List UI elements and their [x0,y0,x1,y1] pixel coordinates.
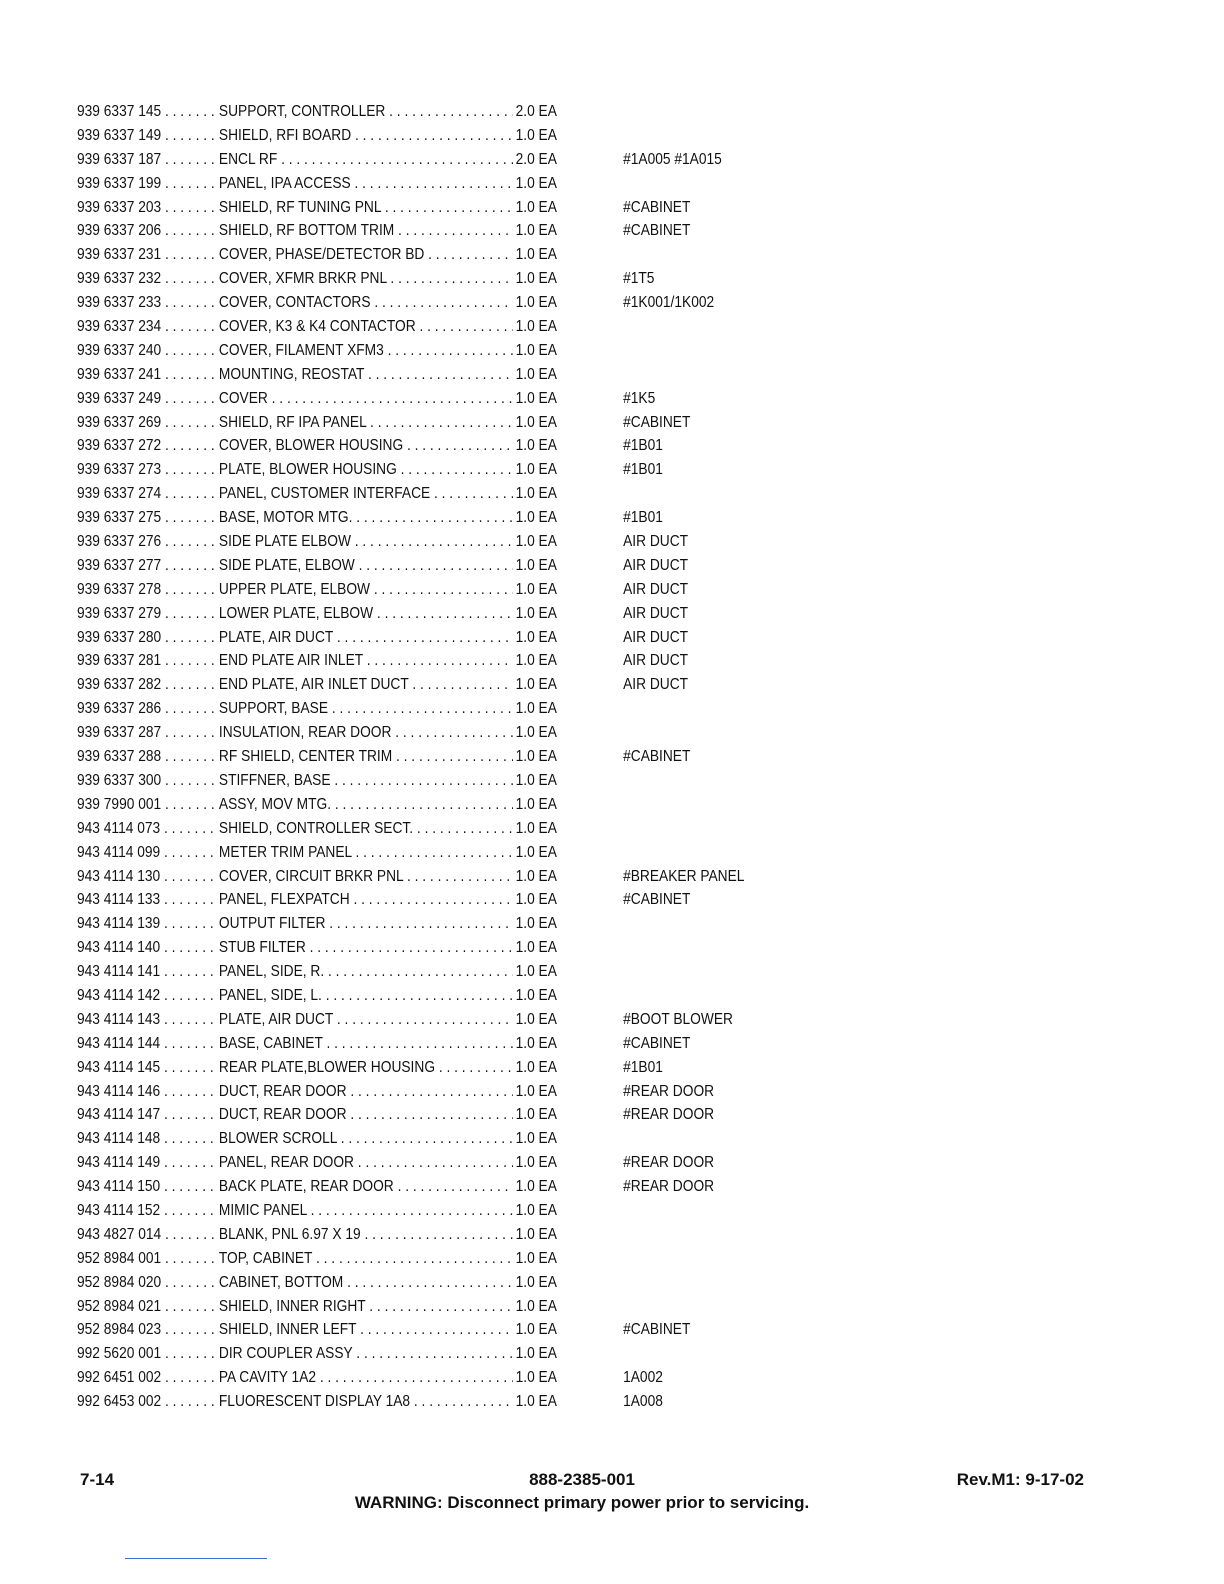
part-description: UPPER PLATE, ELBOW . . . [219,578,513,602]
part-quantity: 1.0 EA [513,626,645,650]
part-quantity: 1.0 EA [513,888,645,912]
part-note: #REAR DOOR [623,1178,715,1196]
part-description: TOP, CABINET . . . [219,1247,513,1271]
part-description: PLATE, AIR DUCT . . . [219,1008,513,1032]
part-description: COVER, BLOWER HOUSING . . . [219,434,513,458]
part-note: 1A002 [623,1369,663,1387]
part-number: 943 4114 099 . . . [77,841,217,865]
part-note: AIR DUCT [623,652,689,670]
part-description: DUCT, REAR DOOR . . . [219,1080,513,1104]
part-quantity: 1.0 EA [513,841,645,865]
part-number: 943 4114 142 . . . [77,984,217,1008]
part-quantity: 1.0 EA [513,554,645,578]
part-number: 943 4114 143 . . . [77,1008,217,1032]
part-row [77,411,837,435]
part-row [77,1127,837,1151]
part-row [77,912,837,936]
part-quantity: 1.0 EA [513,387,645,411]
part-note: #1B01 [623,437,663,455]
part-quantity: 1.0 EA [513,673,645,697]
part-number: 992 5620 001 . . . [77,1342,217,1366]
part-note: AIR DUCT [623,533,689,551]
part-quantity: 1.0 EA [513,196,645,220]
part-row [77,602,837,626]
part-quantity: 1.0 EA [513,1175,645,1199]
part-note: #1K5 [623,389,656,407]
part-quantity: 1.0 EA [513,243,645,267]
part-number: 939 6337 199 . . . [77,172,217,196]
part-note: AIR DUCT [623,676,689,694]
part-quantity: 1.0 EA [513,172,645,196]
part-description: COVER, K3 & K4 CONTACTOR . . . [219,315,513,339]
part-note: #CABINET [623,891,691,909]
part-description: LOWER PLATE, ELBOW . . . [219,602,513,626]
part-note: #1T5 [623,270,655,288]
part-description: STUB FILTER . . . [219,936,513,960]
part-number: 939 6337 234 . . . [77,315,217,339]
part-description: DUCT, REAR DOOR . . . [219,1103,513,1127]
part-description: MOUNTING, REOSTAT . . . [219,363,513,387]
part-number: 939 6337 288 . . . [77,745,217,769]
part-quantity: 1.0 EA [513,1056,645,1080]
part-number: 939 6337 232 . . . [77,267,217,291]
part-number: 939 6337 233 . . . [77,291,217,315]
part-row [77,339,837,363]
part-quantity: 1.0 EA [513,984,645,1008]
part-row [77,1151,837,1175]
part-quantity: 1.0 EA [513,649,645,673]
part-description: SHIELD, INNER RIGHT . . . [219,1295,513,1319]
part-description: BLANK, PNL 6.97 X 19 . . . [219,1223,513,1247]
part-note: #BOOT BLOWER [623,1010,733,1028]
part-quantity: 1.0 EA [513,1318,645,1342]
part-number: 939 6337 149 . . . [77,124,217,148]
part-note: #1B01 [623,461,663,479]
part-number: 943 4114 139 . . . [77,912,217,936]
part-row [77,1366,837,1390]
part-description: PA CAVITY 1A2 . . . [219,1366,513,1390]
part-description: PANEL, SIDE, R. . . . [219,960,513,984]
part-quantity: 1.0 EA [513,602,645,626]
part-number: 943 4114 148 . . . [77,1127,217,1151]
part-description: SHIELD, RFI BOARD . . . [219,124,513,148]
part-row [77,434,837,458]
part-row [77,219,837,243]
part-number: 952 8984 021 . . . [77,1295,217,1319]
part-note: AIR DUCT [623,604,689,622]
part-quantity: 1.0 EA [513,363,645,387]
part-note: #1B01 [623,1058,663,1076]
part-quantity: 1.0 EA [513,506,645,530]
part-number: 939 6337 286 . . . [77,697,217,721]
part-quantity: 1.0 EA [513,1127,645,1151]
part-number: 939 6337 249 . . . [77,387,217,411]
part-quantity: 1.0 EA [513,745,645,769]
part-description: COVER, CIRCUIT BRKR PNL . . . [219,865,513,889]
part-quantity: 1.0 EA [513,1342,645,1366]
part-row [77,267,837,291]
part-quantity: 1.0 EA [513,697,645,721]
part-quantity: 1.0 EA [513,936,645,960]
part-description: BASE, MOTOR MTG. . . . [219,506,513,530]
part-description: BLOWER SCROLL . . . [219,1127,513,1151]
part-row [77,984,837,1008]
part-number: 939 6337 281 . . . [77,649,217,673]
part-row [77,817,837,841]
revision-label: Rev.M1: 9-17-02 [956,1470,1084,1489]
part-number: 952 8984 020 . . . [77,1271,217,1295]
part-row [77,1318,837,1342]
part-row [77,124,837,148]
part-description: ASSY, MOV MTG. . . . [219,793,513,817]
part-row [77,865,837,889]
part-row [77,721,837,745]
part-number: 939 6337 187 . . . [77,148,217,172]
part-description: PANEL, REAR DOOR . . . [219,1151,513,1175]
part-number: 992 6451 002 . . . [77,1366,217,1390]
part-note: #REAR DOOR [623,1154,715,1172]
part-quantity: 1.0 EA [513,458,645,482]
part-quantity: 1.0 EA [513,1032,645,1056]
part-row [77,530,837,554]
part-note: 1A008 [623,1393,663,1411]
part-row [77,1175,837,1199]
part-number: 943 4114 150 . . . [77,1175,217,1199]
part-quantity: 1.0 EA [513,1103,645,1127]
part-number: 943 4114 146 . . . [77,1080,217,1104]
part-number: 939 6337 272 . . . [77,434,217,458]
part-number: 939 6337 275 . . . [77,506,217,530]
part-description: PANEL, CUSTOMER INTERFACE . . . [219,482,513,506]
part-quantity: 2.0 EA [513,100,645,124]
part-description: PLATE, AIR DUCT . . . [219,626,513,650]
part-description: SUPPORT, BASE . . . [219,697,513,721]
part-description: DIR COUPLER ASSY . . . [219,1342,513,1366]
part-row [77,697,837,721]
part-note: AIR DUCT [623,628,689,646]
part-number: 943 4114 144 . . . [77,1032,217,1056]
part-number: 939 6337 282 . . . [77,673,217,697]
part-number: 939 6337 277 . . . [77,554,217,578]
part-row [77,387,837,411]
part-row [77,554,837,578]
part-description: BACK PLATE, REAR DOOR . . . [219,1175,513,1199]
part-note: #1K001/1K002 [623,294,715,312]
part-number: 943 4114 147 . . . [77,1103,217,1127]
part-quantity: 1.0 EA [513,124,645,148]
footer-rule [125,1558,267,1559]
part-number: 939 6337 287 . . . [77,721,217,745]
part-number: 939 6337 269 . . . [77,411,217,435]
document-number: 888-2385-001 [529,1470,635,1489]
part-quantity: 1.0 EA [513,865,645,889]
part-description: COVER . . . [219,387,513,411]
part-description: RF SHIELD, CENTER TRIM . . . [219,745,513,769]
part-row [77,841,837,865]
part-quantity: 1.0 EA [513,339,645,363]
part-row [77,888,837,912]
part-quantity: 1.0 EA [513,721,645,745]
part-quantity: 1.0 EA [513,1366,645,1390]
part-description: SUPPORT, CONTROLLER . . . [219,100,513,124]
part-row [77,1342,837,1366]
part-row [77,1080,837,1104]
part-quantity: 1.0 EA [513,912,645,936]
part-description: END PLATE, AIR INLET DUCT . . . [219,673,513,697]
part-number: 939 6337 278 . . . [77,578,217,602]
part-number: 939 6337 276 . . . [77,530,217,554]
part-row [77,1103,837,1127]
part-quantity: 1.0 EA [513,1151,645,1175]
part-number: 943 4114 073 . . . [77,817,217,841]
part-description: COVER, FILAMENT XFM3 . . . [219,339,513,363]
part-note: AIR DUCT [623,556,689,574]
part-row [77,1247,837,1271]
part-row [77,243,837,267]
part-quantity: 1.0 EA [513,1247,645,1271]
part-row [77,793,837,817]
part-quantity: 1.0 EA [513,817,645,841]
parts-list [77,100,837,1414]
part-number: 939 6337 241 . . . [77,363,217,387]
part-description: PANEL, IPA ACCESS . . . [219,172,513,196]
part-number: 939 6337 206 . . . [77,219,217,243]
part-number: 939 6337 231 . . . [77,243,217,267]
part-note: #CABINET [623,198,691,216]
part-row [77,673,837,697]
part-note: #1A005 #1A015 [623,150,722,168]
part-note: #CABINET [623,748,691,766]
part-quantity: 1.0 EA [513,793,645,817]
part-description: SHIELD, CONTROLLER SECT. . . . [219,817,513,841]
part-quantity: 1.0 EA [513,1223,645,1247]
part-quantity: 1.0 EA [513,411,645,435]
part-note: #CABINET [623,413,691,431]
part-row [77,1271,837,1295]
part-quantity: 1.0 EA [513,315,645,339]
part-description: COVER, CONTACTORS . . . [219,291,513,315]
part-description: SIDE PLATE ELBOW . . . [219,530,513,554]
part-quantity: 1.0 EA [513,530,645,554]
part-description: END PLATE AIR INLET . . . [219,649,513,673]
part-row [77,960,837,984]
part-description: MIMIC PANEL . . . [219,1199,513,1223]
part-description: SHIELD, RF IPA PANEL . . . [219,411,513,435]
part-number: 939 6337 240 . . . [77,339,217,363]
part-description: CABINET, BOTTOM . . . [219,1271,513,1295]
part-quantity: 1.0 EA [513,1008,645,1032]
part-row [77,936,837,960]
part-quantity: 2.0 EA [513,148,645,172]
part-quantity: 1.0 EA [513,769,645,793]
part-description: SHIELD, RF BOTTOM TRIM . . . [219,219,513,243]
part-number: 939 7990 001 . . . [77,793,217,817]
part-quantity: 1.0 EA [513,434,645,458]
part-row [77,1223,837,1247]
part-description: REAR PLATE,BLOWER HOUSING . . . [219,1056,513,1080]
part-row [77,172,837,196]
part-row [77,1008,837,1032]
part-number: 943 4114 141 . . . [77,960,217,984]
part-row [77,482,837,506]
part-number: 943 4114 140 . . . [77,936,217,960]
warning-notice: WARNING: Disconnect primary power prior to servicing. [354,1493,810,1512]
part-quantity: 1.0 EA [513,482,645,506]
part-quantity: 1.0 EA [513,1271,645,1295]
part-number: 943 4114 133 . . . [77,888,217,912]
part-row [77,315,837,339]
part-row [77,626,837,650]
part-note: AIR DUCT [623,580,689,598]
part-number: 943 4114 149 . . . [77,1151,217,1175]
part-description: METER TRIM PANEL . . . [219,841,513,865]
part-row [77,1056,837,1080]
part-number: 943 4114 152 . . . [77,1199,217,1223]
part-row [77,1295,837,1319]
part-description: ENCL RF . . . [219,148,513,172]
part-row [77,196,837,220]
part-row [77,649,837,673]
part-number: 939 6337 274 . . . [77,482,217,506]
part-row [77,1199,837,1223]
part-row [77,100,837,124]
part-row [77,745,837,769]
part-description: BASE, CABINET . . . [219,1032,513,1056]
part-description: STIFFNER, BASE . . . [219,769,513,793]
part-note: #CABINET [623,222,691,240]
part-quantity: 1.0 EA [513,219,645,243]
part-number: 939 6337 300 . . . [77,769,217,793]
part-quantity: 1.0 EA [513,1390,645,1414]
part-number: 939 6337 145 . . . [77,100,217,124]
part-number: 943 4827 014 . . . [77,1223,217,1247]
part-row [77,506,837,530]
part-quantity: 1.0 EA [513,578,645,602]
part-quantity: 1.0 EA [513,960,645,984]
part-description: OUTPUT FILTER . . . [219,912,513,936]
part-number: 952 8984 001 . . . [77,1247,217,1271]
part-row [77,1390,837,1414]
part-note: #REAR DOOR [623,1082,715,1100]
part-number: 939 6337 279 . . . [77,602,217,626]
part-description: PANEL, SIDE, L. . . . [219,984,513,1008]
part-number: 943 4114 145 . . . [77,1056,217,1080]
part-row [77,578,837,602]
part-note: #CABINET [623,1321,691,1339]
part-row [77,769,837,793]
part-description: SHIELD, RF TUNING PNL . . . [219,196,513,220]
part-quantity: 1.0 EA [513,267,645,291]
part-description: PLATE, BLOWER HOUSING . . . [219,458,513,482]
part-number: 939 6337 273 . . . [77,458,217,482]
part-row [77,458,837,482]
part-quantity: 1.0 EA [513,1199,645,1223]
part-number: 992 6453 002 . . . [77,1390,217,1414]
page-number: 7-14 [80,1470,115,1489]
part-number: 952 8984 023 . . . [77,1318,217,1342]
part-note: #REAR DOOR [623,1106,715,1124]
part-row [77,1032,837,1056]
part-quantity: 1.0 EA [513,1295,645,1319]
part-description: INSULATION, REAR DOOR . . . [219,721,513,745]
part-note: #CABINET [623,1034,691,1052]
part-row [77,291,837,315]
part-description: FLUORESCENT DISPLAY 1A8 . . . [219,1390,513,1414]
part-description: SHIELD, INNER LEFT . . . [219,1318,513,1342]
part-quantity: 1.0 EA [513,291,645,315]
part-quantity: 1.0 EA [513,1080,645,1104]
part-number: 939 6337 203 . . . [77,196,217,220]
part-row [77,363,837,387]
part-note: #1B01 [623,509,663,527]
part-note: #BREAKER PANEL [623,867,745,885]
part-description: COVER, XFMR BRKR PNL . . . [219,267,513,291]
part-description: SIDE PLATE, ELBOW . . . [219,554,513,578]
part-description: COVER, PHASE/DETECTOR BD . . . [219,243,513,267]
part-number: 939 6337 280 . . . [77,626,217,650]
part-number: 943 4114 130 . . . [77,865,217,889]
part-description: PANEL, FLEXPATCH . . . [219,888,513,912]
part-row [77,148,837,172]
